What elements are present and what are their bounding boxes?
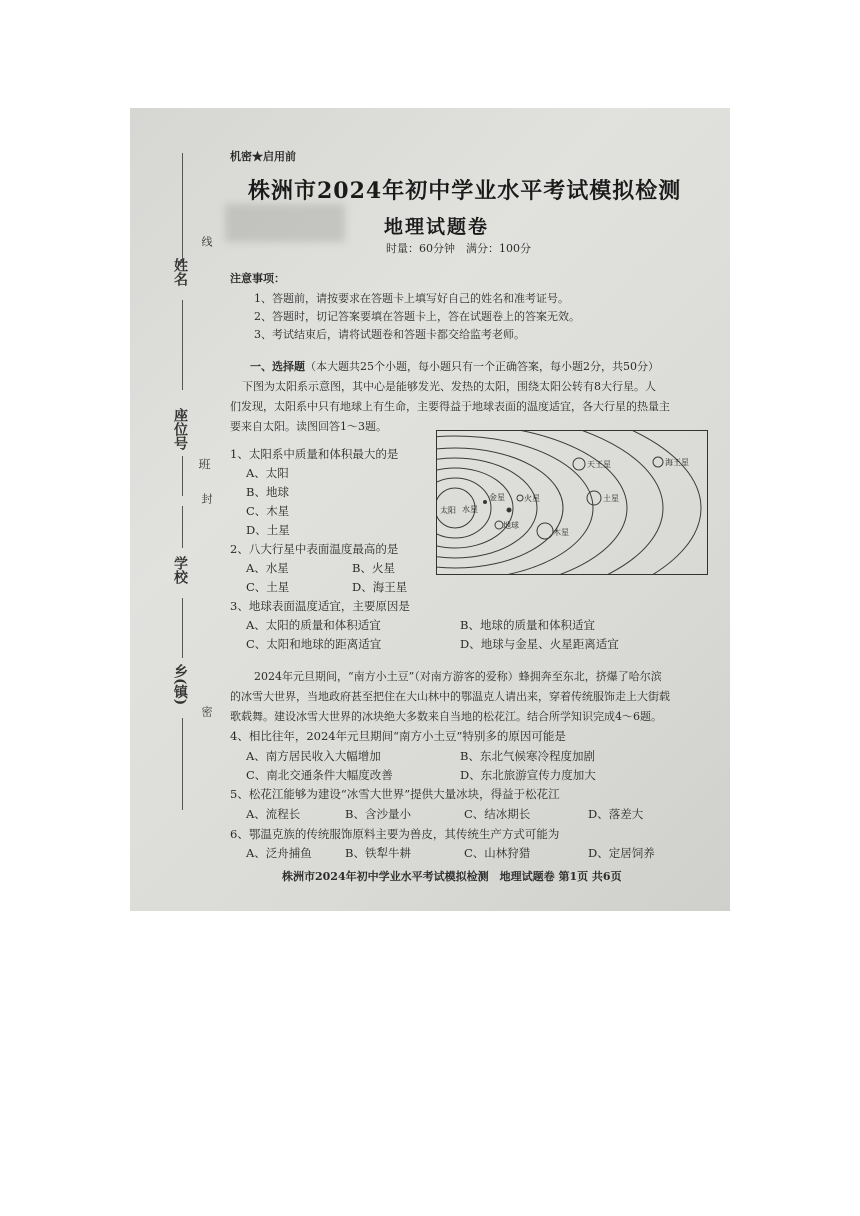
margin-line (182, 598, 183, 658)
intro-line: 要来自太阳。读图回答1～3题。 (230, 420, 387, 433)
question-3-option[interactable]: D、地球与金星、火星距离适宜 (460, 637, 619, 651)
question-3-option[interactable]: B、地球的质量和体积适宜 (460, 618, 595, 632)
notice-item: 1、答题前，请按要求在答题卡上填写好自己的姓名和准考证号。 (254, 292, 569, 305)
question-6-option[interactable]: B、铁犁牛耕 (345, 846, 411, 860)
section-heading-note: （本大题共25个小题，每小题只有一个正确答案，每小题2分，共50分） (305, 360, 659, 373)
question-5-stem: 5、松花江能够为建设“冰雪大世界”提供大量冰块，得益于松花江 (230, 787, 560, 801)
question-1-stem: 1、太阳系中质量和体积最大的是 (230, 447, 399, 461)
margin-line-mark: 线 (200, 236, 213, 247)
margin-seal-mark: 封 (200, 493, 213, 504)
margin-line (182, 300, 183, 390)
earth-label: 地球 (503, 521, 519, 530)
neptune-body (653, 457, 663, 467)
saturn-body (587, 491, 601, 505)
question-6-stem: 6、鄂温克族的传统服饰原料主要为兽皮，其传统生产方式可能为 (230, 827, 560, 841)
margin-school: 学校 (172, 556, 188, 584)
question-1-option[interactable]: A、太阳 (246, 466, 289, 480)
margin-line (182, 506, 183, 548)
question-1-option[interactable]: B、地球 (246, 485, 289, 499)
question-6-option[interactable]: A、泛舟捕鱼 (246, 846, 312, 860)
neptune-label: 海王星 (665, 458, 689, 467)
question-3-option[interactable]: A、太阳的质量和体积适宜 (246, 618, 381, 632)
question-4-option[interactable]: B、东北气候寒冷程度加剧 (460, 749, 595, 763)
intro-line: 下图为太阳系示意图，其中心是能够发光、发热的太阳，围绕太阳公转有8大行星。人 (242, 380, 656, 393)
mars-label: 火星 (524, 494, 540, 503)
page-footer: 株洲市2024年初中学业水平考试模拟检测 地理试题卷 第1页 共6页 (282, 870, 622, 883)
question-2-stem: 2、八大行星中表面温度最高的是 (230, 542, 399, 556)
question-6-option[interactable]: C、山林狩猎 (464, 846, 531, 860)
question-4-option[interactable]: A、南方居民收入大幅增加 (246, 749, 381, 763)
mars-body (517, 495, 523, 501)
page-subtitle: 地理试题卷 (384, 216, 490, 238)
margin-seat: 座位号 (172, 408, 188, 450)
margin-name: 姓名 (172, 258, 188, 286)
section-heading-label: 一、选择题 (250, 360, 305, 373)
question-3-stem: 3、地球表面温度适宜，主要原因是 (230, 599, 410, 613)
margin-town: 乡(镇) (172, 664, 188, 706)
question-1-option[interactable]: D、土星 (246, 523, 290, 537)
notice-item: 3、考试结束后，请将试题卷和答题卡都交给监考老师。 (254, 328, 525, 341)
passage-line: 2024年元旦期间，“南方小土豆”（对南方游客的爱称）蜂拥奔至东北，挤爆了哈尔滨 (254, 670, 662, 683)
margin-class: 班 (197, 458, 211, 470)
question-5-option[interactable]: D、落差大 (588, 807, 644, 821)
margin-secret-mark: 密 (200, 706, 213, 717)
margin-line (182, 456, 183, 496)
uranus-body (573, 458, 585, 470)
exam-meta: 时量：60分钟 满分：100分 (386, 242, 531, 255)
venus-label: 金星 (489, 493, 505, 502)
question-4-stem: 4、相比往年，2024年元旦期间“南方小土豆”特别多的原因可能是 (230, 729, 566, 743)
secret-label: 机密★启用前 (230, 150, 296, 163)
margin-line (182, 153, 183, 263)
sun-label: 太阳 (440, 506, 456, 515)
solar-system-svg (437, 431, 707, 574)
question-5-option[interactable]: C、结冰期长 (464, 807, 531, 821)
exam-paper (130, 108, 730, 911)
passage-line: 的冰雪大世界，当地政府甚至把住在大山林中的鄂温克人请出来，穿着传统服饰走上大街载 (230, 690, 670, 703)
jupiter-label: 木星 (553, 528, 569, 537)
notice-item: 2、答题时，切记答案要填在答题卡上，答在试题卷上的答案无效。 (254, 310, 580, 323)
question-2-option[interactable]: D、海王星 (352, 580, 408, 594)
question-5-option[interactable]: A、流程长 (246, 807, 301, 821)
notice-heading: 注意事项： (230, 272, 285, 285)
section-heading (250, 358, 659, 374)
question-3-option[interactable]: C、太阳和地球的距离适宜 (246, 637, 382, 651)
mercury-label: 水星 (462, 505, 478, 514)
question-6-option[interactable]: D、定居饲养 (588, 846, 655, 860)
page-title: 株洲市2024年初中学业水平考试模拟检测 (248, 178, 682, 204)
question-2-option[interactable]: B、火星 (352, 561, 395, 575)
solar-system-diagram (436, 430, 708, 575)
question-4-option[interactable]: C、南北交通条件大幅度改善 (246, 768, 393, 782)
intro-line: 们发现，太阳系中只有地球上有生命，主要得益于地球表面的温度适宜，各大行星的热量主 (230, 400, 670, 413)
earth-body (495, 521, 503, 529)
bleed-through-shadow (225, 204, 345, 242)
mercury-body (484, 501, 487, 504)
jupiter-body (537, 523, 553, 539)
question-1-option[interactable]: C、木星 (246, 504, 290, 518)
saturn-label: 土星 (603, 494, 619, 503)
venus-body (507, 508, 511, 512)
question-2-option[interactable]: C、土星 (246, 580, 290, 594)
passage-line: 歌载舞。建设冰雪大世界的冰块绝大多数来自当地的松花江。结合所学知识完成4～6题。 (230, 710, 662, 723)
question-5-option[interactable]: B、含沙量小 (345, 807, 411, 821)
margin-line (182, 718, 183, 810)
question-2-option[interactable]: A、水星 (246, 561, 289, 575)
uranus-label: 天王星 (587, 460, 611, 469)
question-4-option[interactable]: D、东北旅游宣传力度加大 (460, 768, 596, 782)
orbit-neptune (437, 431, 701, 574)
